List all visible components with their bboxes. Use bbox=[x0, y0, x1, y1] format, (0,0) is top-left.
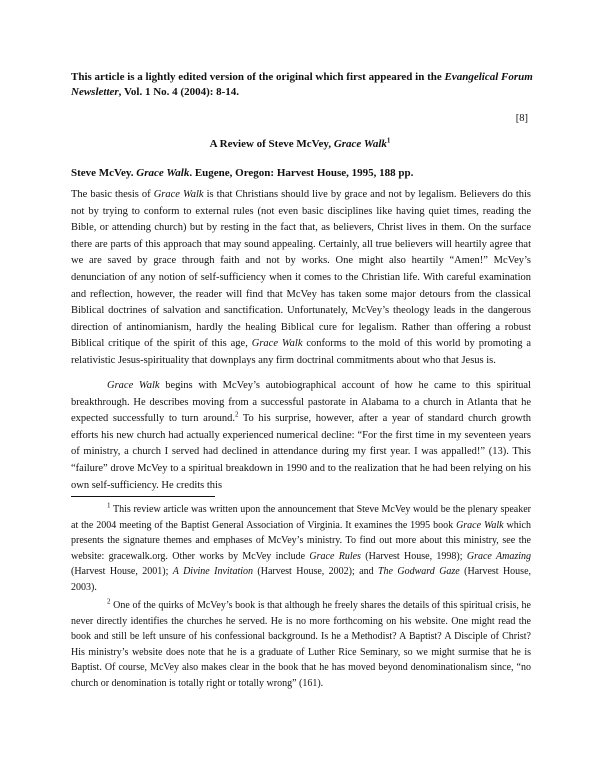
footnote-2-mark: 2 bbox=[107, 597, 111, 606]
citation-publisher: . Eugene, Oregon: Harvest House, 1995, 188 pp. bbox=[189, 167, 414, 179]
book-citation bbox=[71, 167, 413, 179]
notice-text: This article is a lightly edited version of the original which first appeared in the bbox=[71, 71, 445, 83]
review-title-book: Grace Walk bbox=[333, 138, 387, 150]
citation-book: Grace Walk bbox=[136, 167, 190, 179]
journal-title: Evangelical Forum Newsletter bbox=[71, 71, 533, 98]
footnote-1: $^1$ This review article was written upon the announcement that Steve McVey would be the plenary speaker at the 2004 meeting of the Baptist General Association of Virginia. It examines the 1995 book Grace Walk which presents the signature themes and emphases of McVey’s ministry. To find out more about this ministry, see the website: gracewalk.org. Other works by McVey include Grace Rules (Harvest House, 1998); Grace Amazing (Harvest House, 2001); A Divine Invitation (Harvest House, 2002); and The Godward Gaze (Harvest House, 2003). bbox=[71, 501, 532, 593]
footnote-2: $^2$ One of the quirks of McVey’s book is that although he freely shares the details of this spiritual crisis, he never directly identifies the churches he served. He is no more forthcoming on his website. One might read the book and still be left unsure of his confessional background. Is he a Methodist? A Baptist? A Disciple of Christ? His ministry’s website does note that he is a graduate of Luther Rice Seminary, so we might surmise that he is Baptist. Of course, McVey also makes clear in the book that he has moved beyond denominationalism since, “no church or denomination is totally right or totally wrong” (161). bbox=[71, 597, 531, 689]
citation-author: Steve McVey. bbox=[71, 167, 134, 179]
review-title bbox=[0, 138, 600, 150]
footnote-1-mark: 1 bbox=[107, 501, 111, 510]
page-number: [8] bbox=[515, 113, 528, 124]
review-title-prefix: A Review of Steve McVey, bbox=[209, 138, 334, 150]
footnote-ref-1[interactable]: 1 bbox=[386, 136, 391, 145]
footnote-separator bbox=[71, 496, 215, 497]
body-paragraph-1: The basic thesis of Grace Walk is that Christians should live by grace and not by legalism. Believers do this not by trying to conform to external rules (not even basic disciplines like having quiet times, reading the Bible, or attending church) but by resting in the fact that, as believers, Christ lives in them. On the surface there are parts of this approach that may sound appealing. Certainly, all true believers will heartily agree that we are saved by grace through faith and not by works. One might also heartily “Amen!” McVey’s denunciation of any notion of self-sufficiency when it comes to the Christian life. With careful examination and reflection, however, the reader will find that McVey has taken some major detours from the classical Biblical doctrines of salvation and sanctification. Unfortunately, McVey’s theology leads in the dangerous direction of antinomianism, hardly the healing Biblical cure for legalism. Rather than offering a robust Biblical critique of the spirit of this age, Grace Walk conforms to the mold of this world by promoting a relativistic Jesus-spirituality that downplays any firm doctrinal commitments about who that Jesus is. bbox=[71, 189, 531, 366]
notice-volume: , Vol. 1 No. 4 (2004): 8-14. bbox=[118, 86, 240, 98]
body-paragraph-2: Grace Walk begins with McVey’s autobiographical account of how he came to this spiritual breakthrough. He describes moving from a successful pastorate in Alabama to a church in Atlanta that he expected successfully to turn around.$^2$ To his surprise, however, after a year of standard church growth efforts his new church had actually experienced numerical decline: “For the first time in my seventeen years of ministry, a church I served had declined in attendance during my first year. I was appalled!” (13). This “failure” drove McVey to a spiritual breakdown in 1990 and to the realization that he had been relying on his own self-sufficiency. He credits this bbox=[71, 380, 531, 491]
footnote-ref-2[interactable]: 2 bbox=[234, 410, 239, 419]
publication-notice bbox=[71, 70, 533, 100]
